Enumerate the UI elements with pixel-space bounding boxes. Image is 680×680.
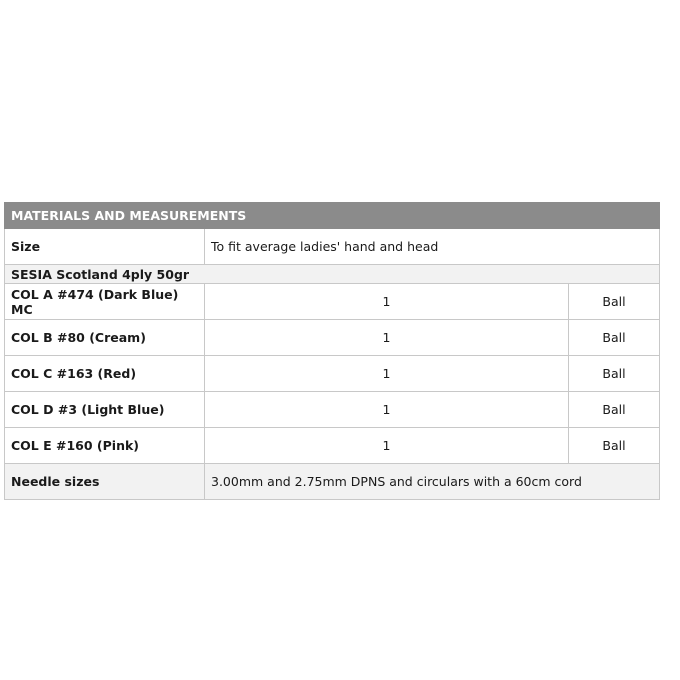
- colour-label: COL B #80 (Cream): [5, 320, 205, 356]
- table-row: [5, 320, 660, 356]
- needle-label: Needle sizes: [5, 464, 205, 500]
- size-label: Size: [5, 229, 205, 265]
- colour-qty: 1: [205, 320, 569, 356]
- colour-label: COL A #474 (Dark Blue) MC: [5, 284, 205, 320]
- colour-label: COL C #163 (Red): [5, 356, 205, 392]
- colour-unit: Ball: [569, 428, 660, 464]
- size-value: To fit average ladies' hand and head: [205, 229, 660, 265]
- colour-qty: 1: [205, 284, 569, 320]
- table-row: [5, 428, 660, 464]
- materials-table: [4, 202, 660, 500]
- materials-table-container: [4, 202, 659, 500]
- table-row: [5, 284, 660, 320]
- table-header: MATERIALS AND MEASUREMENTS: [5, 203, 660, 229]
- colour-qty: 1: [205, 356, 569, 392]
- colour-label: COL D #3 (Light Blue): [5, 392, 205, 428]
- colour-unit: Ball: [569, 356, 660, 392]
- colour-qty: 1: [205, 392, 569, 428]
- colour-label: COL E #160 (Pink): [5, 428, 205, 464]
- yarn-heading: SESIA Scotland 4ply 50gr: [5, 265, 660, 284]
- needle-value: 3.00mm and 2.75mm DPNS and circulars with a 60cm cord: [205, 464, 660, 500]
- table-row: [5, 356, 660, 392]
- colour-unit: Ball: [569, 392, 660, 428]
- table-row: [5, 392, 660, 428]
- colour-unit: Ball: [569, 284, 660, 320]
- colour-unit: Ball: [569, 320, 660, 356]
- colour-qty: 1: [205, 428, 569, 464]
